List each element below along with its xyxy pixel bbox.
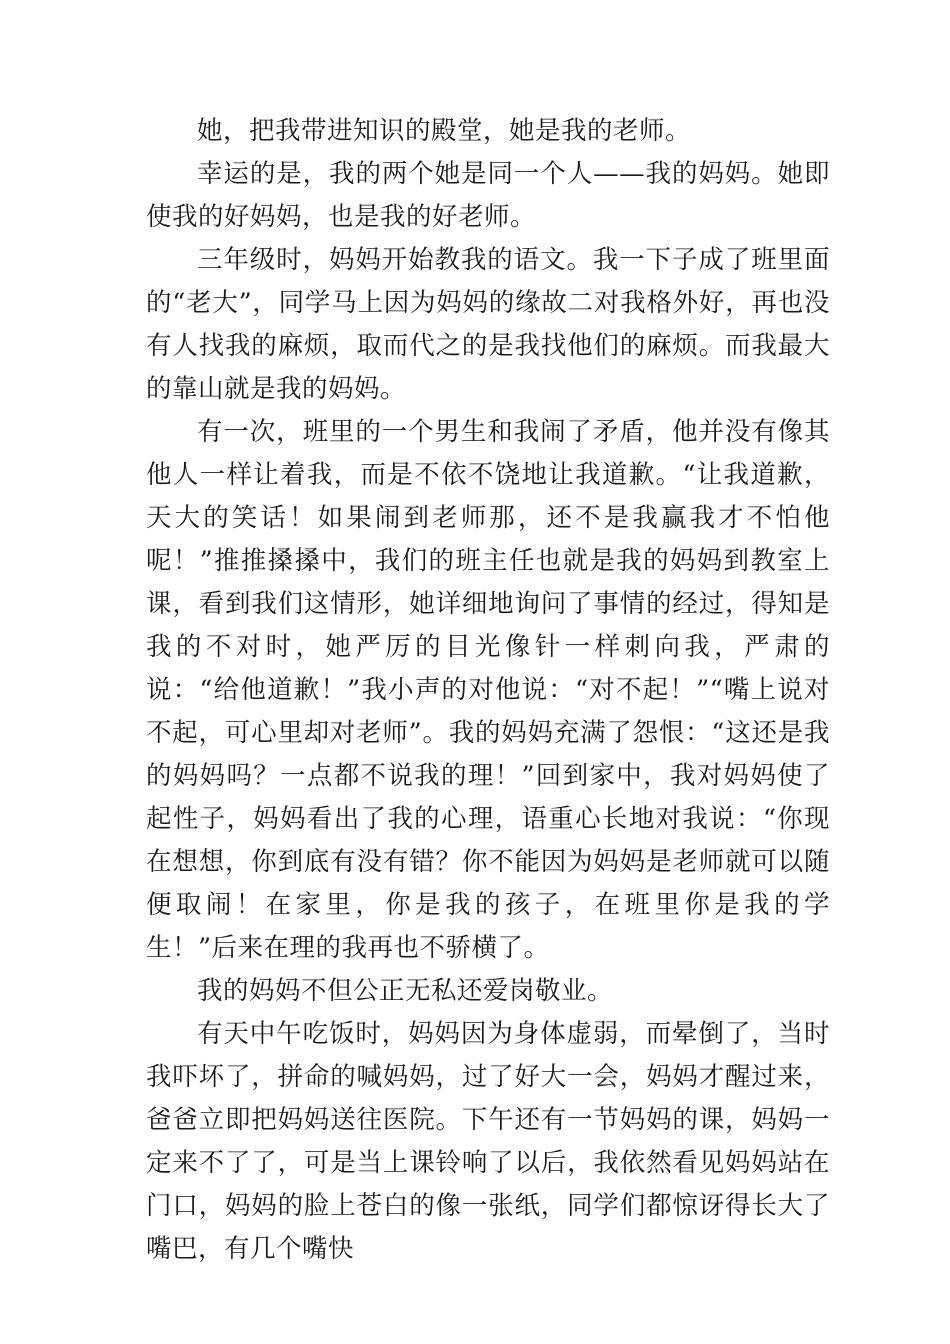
document-body	[146, 110, 830, 1271]
paragraph-4: 有一次，班里的一个男生和我闹了矛盾，他并没有像其他人一样让着我，而是不依不饶地让我道歉。“让我道歉，天大的笑话！如果闹到老师那，还不是我赢我才不怕他呢！”推推搡搡中，我们的班主任也就是我的妈妈到教室上课，看到我们这情形，她详细地询问了事情的经过，得知是我的不对时，她严厉的目光像针一样刺向我，严肃的说：“给他道歉！”我小声的对他说：“对不起！”“嘴上说对不起，可心里却对老师”。我的妈妈充满了怨恨：“这还是我的妈妈吗？一点都不说我的理！”回到家中，我对妈妈使了起性子，妈妈看出了我的心理，语重心长地对我说：“你现在想想，你到底有没有错？你不能因为妈妈是老师就可以随便取闹！在家里，你是我的孩子，在班里你是我的学生！”后来在理的我再也不骄横了。	[146, 417, 830, 963]
paragraph-2: 幸运的是，我的两个她是同一个人——我的妈妈。她即使我的好妈妈，也是我的好老师。	[146, 159, 830, 232]
paragraph-5: 我的妈妈不但公正无私还爱岗敬业。	[197, 976, 614, 1006]
paragraph-3: 三年级时，妈妈开始教我的语文。我一下子成了班里面的“老大”，同学马上因为妈妈的缘故二对我格外好，再也没有人找我的麻烦，取而代之的是我找他们的麻烦。而我最大的靠山就是我的妈妈。	[146, 245, 830, 404]
paragraph-1: 她，把我带进知识的殿堂，她是我的老师。	[197, 116, 692, 146]
paragraph-6: 有天中午吃饭时，妈妈因为身体虚弱，而晕倒了，当时我吓坏了，拼命的喊妈妈，过了好大一会，妈妈才醒过来，爸爸立即把妈妈送往医院。下午还有一节妈妈的课，妈妈一定来不了了，可是当上课铃响了以后，我依然看见妈妈站在门口，妈妈的脸上苍白的像一张纸，同学们都惊讶得长大了嘴巴，有几个嘴快	[146, 1019, 830, 1264]
